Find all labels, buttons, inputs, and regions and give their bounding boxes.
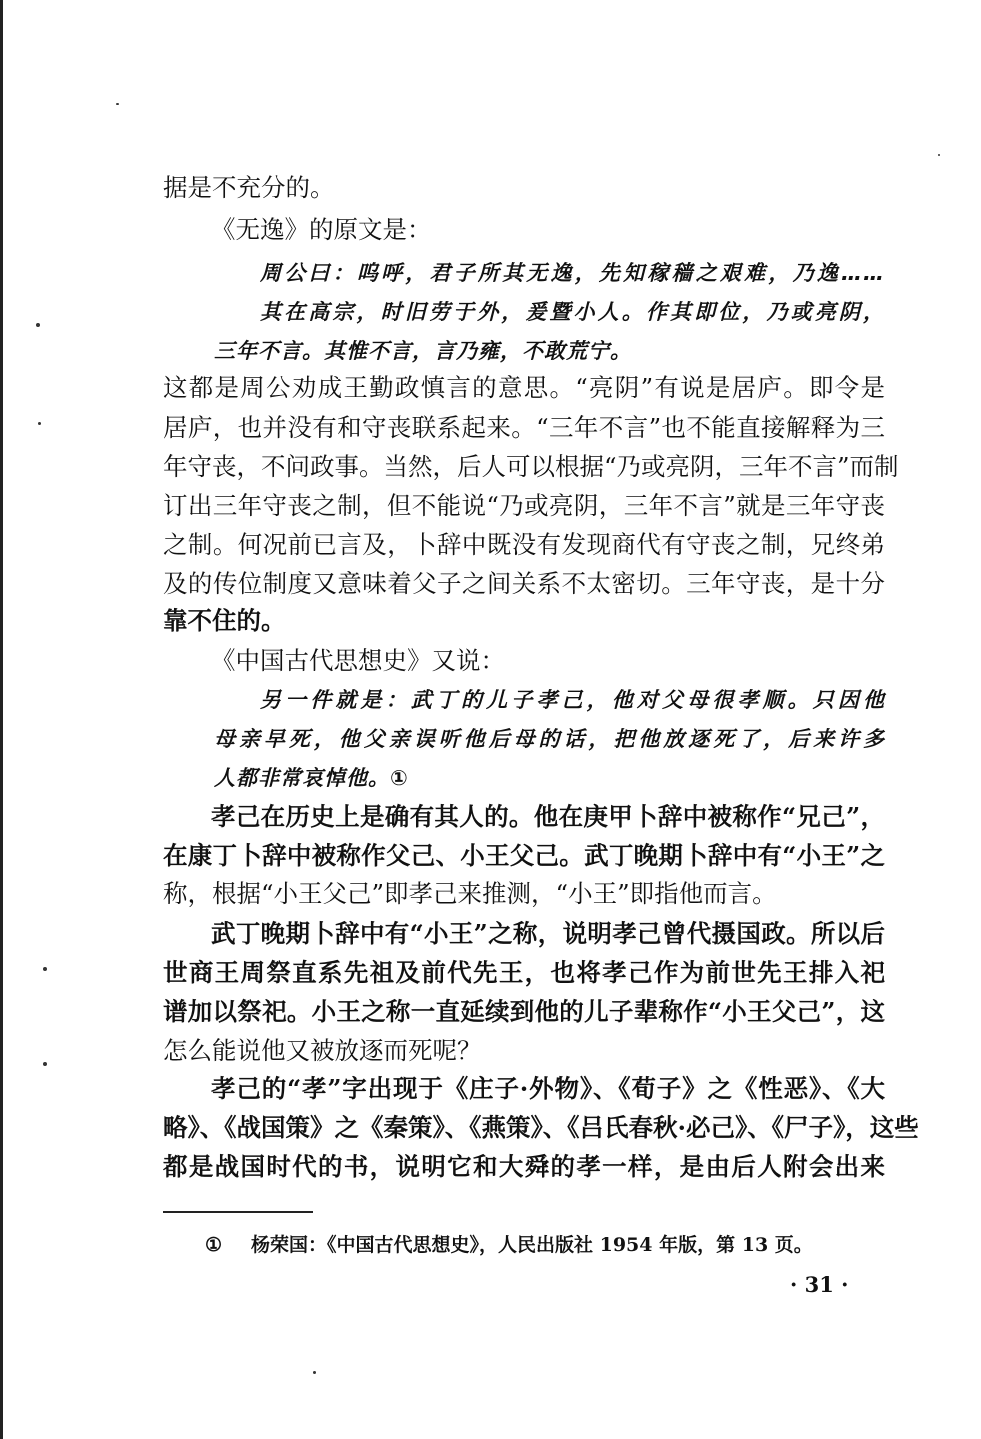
text-line: 怎么能说他又被放逐而死呢？	[163, 1036, 482, 1065]
quote-line: 三年不言。其惟不言，言乃雍，不敢荒宁。	[214, 339, 632, 363]
text-line: 孝己的“孝”字出现于《庄子·外物》、《荀子》之《性恶》、《大	[211, 1074, 885, 1103]
scan-speck	[36, 323, 40, 327]
quote-line: 人都非常哀悼他。①	[214, 766, 409, 790]
quote-line: 周公曰：呜呼，君子所其无逸，先知稼穑之艰难，乃逸……	[260, 261, 885, 285]
scan-edge	[0, 0, 3, 1439]
text-line: 都是战国时代的书，说明它和大舜的孝一样，是由后人附会出来	[163, 1152, 885, 1181]
scan-speck	[116, 103, 119, 105]
text-line: 及的传位制度又意味着父子之间关系不太密切。三年守丧，是十分	[163, 569, 885, 598]
text-line: 谱加以祭祀。小王之称一直延续到他的儿子辈称作“小王父己”，这	[163, 997, 885, 1026]
text-line: 这都是周公劝成王勤政慎言的意思。“亮阴”有说是居庐。即令是	[163, 373, 885, 402]
page-number: · 31 ·	[790, 1272, 849, 1297]
scan-speck	[313, 1371, 316, 1374]
scan-speck	[43, 1062, 47, 1066]
text-line: 在康丁卜辞中被称作父己、小王父己。武丁晚期卜辞中有“小王”之	[163, 841, 885, 870]
text-line: 武丁晚期卜辞中有“小王”之称，说明孝己曾代摄国政。所以后	[211, 919, 885, 948]
quote-line: 另一件就是：武丁的儿子孝己，他对父母很孝顺。只因他	[260, 688, 885, 712]
footnote-mark: ①	[205, 1234, 223, 1256]
quote-line: 其在高宗，时旧劳于外，爰暨小人。作其即位，乃或亮阴，	[260, 300, 885, 324]
text-line: 据是不充分的。	[163, 173, 335, 202]
text-line: 世商王周祭直系先祖及前代先王，也将孝己作为前世先王排入祀	[163, 958, 885, 987]
text-line: 《中国古代思想史》又说：	[211, 646, 505, 675]
text-line: 靠不住的。	[163, 606, 286, 635]
text-line: 称，根据“小王父己”即孝己来推测，“小王”即指他而言。	[163, 879, 777, 908]
text-line: 《无逸》的原文是：	[211, 215, 432, 244]
scan-speck	[38, 422, 41, 425]
footnote-divider	[163, 1211, 313, 1213]
footnote	[205, 1232, 813, 1258]
text-line: 略》、《战国策》之《秦策》、《燕策》、《吕氏春秋·必己》、《尸子》，这些	[163, 1113, 919, 1142]
text-line: 订出三年守丧之制，但不能说“乃或亮阴，三年不言”就是三年守丧	[163, 491, 885, 520]
scan-speck	[938, 154, 940, 156]
scan-speck	[43, 967, 47, 971]
quote-line: 母亲早死，他父亲误听他后母的话，把他放逐死了，后来许多	[214, 727, 885, 751]
text-line: 之制。何况前已言及，卜辞中既没有发现商代有守丧之制，兄终弟	[163, 530, 885, 559]
text-line: 年守丧，不问政事。当然，后人可以根据“乃或亮阴，三年不言”而制	[163, 452, 899, 481]
text-line: 孝己在历史上是确有其人的。他在庚甲卜辞中被称作“兄己”，	[211, 802, 885, 831]
footnote-text: 杨荣国：《中国古代思想史》，人民出版社 1954 年版，第 13 页。	[251, 1234, 813, 1256]
text-line: 居庐，也并没有和守丧联系起来。“三年不言”也不能直接解释为三	[163, 413, 885, 442]
